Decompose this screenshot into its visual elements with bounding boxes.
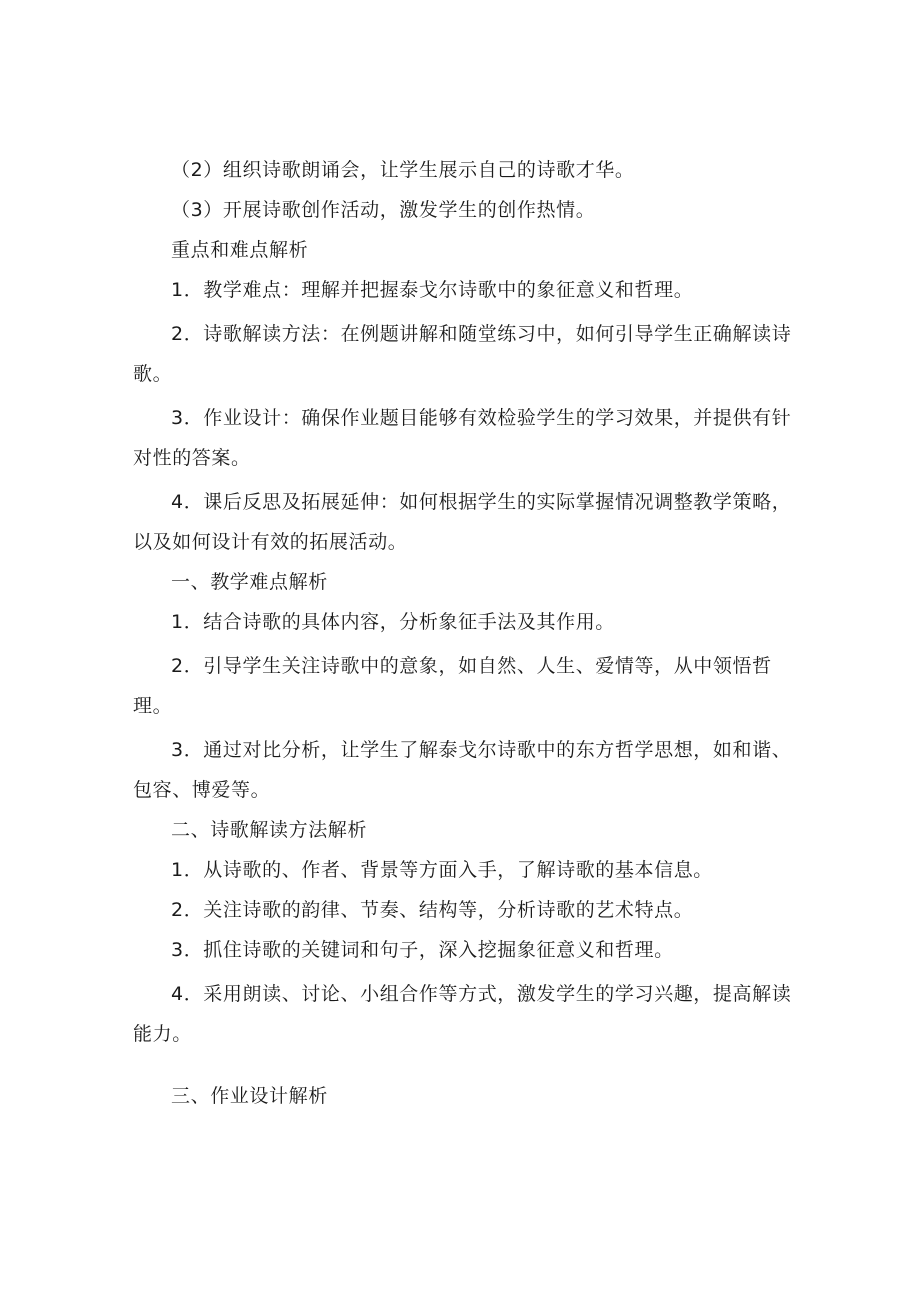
paragraph-difficulty-1: 1．结合诗歌的具体内容，分析象征手法及其作用。 — [171, 611, 615, 633]
paragraph-method-3: 3．抓住诗歌的关键词和句子，深入挖掘象征意义和哲理。 — [171, 939, 674, 961]
heading-homework-design: 三、作业设计解析 — [171, 1085, 328, 1107]
paragraph-key-3: 3．作业设计：确保作业题目能够有效检验学生的学习效果，并提供有针对性的答案。 — [133, 407, 792, 469]
paragraph-recital: （2）组织诗歌朗诵会，让学生展示自己的诗歌才华。 — [171, 159, 635, 181]
document-body — [133, 150, 798, 1116]
paragraph-creation: （3）开展诗歌创作活动，激发学生的创作热情。 — [171, 199, 596, 221]
heading-reading-method: 二、诗歌解读方法解析 — [171, 819, 368, 841]
paragraph-key-4: 4．课后反思及拓展延伸：如何根据学生的实际掌握情况调整教学策略，以及如何设计有效的拓展活动。 — [133, 491, 792, 553]
heading-teaching-difficulty: 一、教学难点解析 — [171, 571, 328, 593]
paragraph-difficulty-2: 2．引导学生关注诗歌中的意象，如自然、人生、爱情等，从中领悟哲理。 — [133, 655, 772, 717]
heading-key-points: 重点和难点解析 — [171, 239, 309, 261]
paragraph-key-1: 1．教学难点：理解并把握泰戈尔诗歌中的象征意义和哲理。 — [171, 279, 694, 301]
paragraph-method-1: 1．从诗歌的、作者、背景等方面入手，了解诗歌的基本信息。 — [171, 859, 713, 881]
paragraph-difficulty-3: 3．通过对比分析，让学生了解泰戈尔诗歌中的东方哲学思想，如和谐、包容、博爱等。 — [133, 739, 792, 801]
paragraph-method-4: 4．采用朗读、讨论、小组合作等方式，激发学生的学习兴趣，提高解读能力。 — [133, 983, 792, 1045]
paragraph-key-2: 2．诗歌解读方法：在例题讲解和随堂练习中，如何引导学生正确解读诗歌。 — [133, 323, 792, 385]
paragraph-method-2: 2．关注诗歌的韵律、节奏、结构等，分析诗歌的艺术特点。 — [171, 899, 694, 921]
